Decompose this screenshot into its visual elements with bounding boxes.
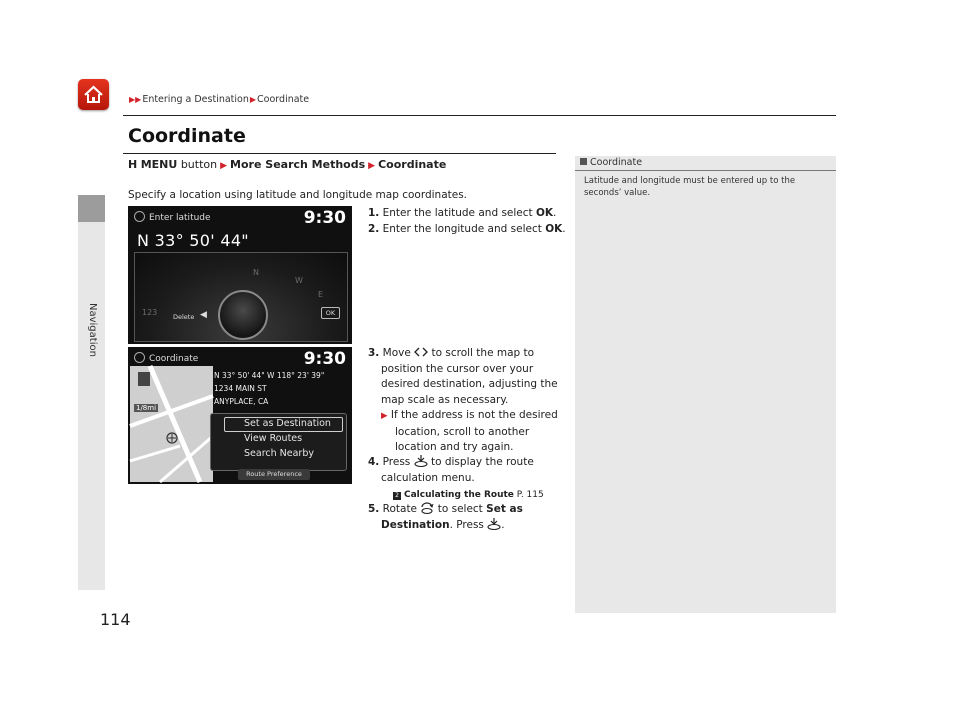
latitude-value: N 33° 50' 44": [137, 231, 249, 250]
intro-text: Specify a location using latitude and longitude map coordinates.: [128, 189, 468, 201]
step-5: 5. Rotate to select Set as Destination. Press .: [368, 503, 523, 531]
note-text: Latitude and longitude must be entered up to the seconds’ value.: [584, 176, 796, 198]
note-icon: [580, 158, 587, 165]
menu-path-item: More Search Methods: [230, 158, 366, 171]
map-scale: 1/8mi: [136, 404, 157, 412]
section-tab: [78, 195, 105, 222]
dial-letter: W: [295, 276, 303, 285]
home-icon: [78, 79, 109, 110]
note-title: Coordinate: [580, 157, 642, 168]
dial-letter: N: [253, 268, 259, 277]
map-distance: 4.9mi: [160, 490, 180, 498]
reference-icon: 2: [393, 492, 401, 500]
ok-button[interactable]: OK: [321, 307, 340, 319]
menu-path-button: button: [180, 158, 218, 171]
screenshot-enter-latitude: [128, 206, 352, 344]
interface-dial-press-icon: [414, 455, 428, 467]
coordinate-info: [214, 369, 324, 408]
screen-title: [134, 352, 198, 364]
menu-item-set-destination[interactable]: Set as Destination: [244, 418, 331, 429]
page-title: Coordinate: [128, 125, 246, 147]
header-divider: [123, 115, 836, 116]
dial-letter: 123: [142, 308, 158, 317]
screen-clock: 9:30: [303, 349, 346, 369]
route-preference-button[interactable]: Route Preference: [238, 469, 310, 480]
coordinate-text: N 33° 50' 44" W 118° 23' 39": [214, 371, 325, 380]
title-divider: [123, 153, 556, 154]
step-1: 1. Enter the latitude and select OK.: [368, 207, 557, 219]
h-icon: H: [128, 158, 138, 171]
breadcrumb-arrow-icon: ▶: [249, 95, 257, 104]
info-icon: [134, 211, 145, 222]
home-button[interactable]: [78, 79, 109, 110]
city-text: ANYPLACE, CA: [214, 397, 269, 406]
delete-label: Delete: [173, 313, 195, 321]
menu-arrow-icon: ▶: [368, 161, 376, 171]
menu-path-item: Coordinate: [378, 158, 447, 171]
note-panel: [575, 156, 836, 613]
interface-dial-press-icon: [487, 518, 501, 530]
screen-title: [134, 211, 211, 223]
step-4: 4. Press to display the route calculation menu. 2 Calculating the Route P. 115: [368, 455, 568, 504]
breadcrumb: [128, 94, 309, 105]
cross-reference[interactable]: 2 Calculating the Route P. 115: [368, 488, 568, 504]
interface-dial-rotate-icon: [420, 502, 434, 514]
sub-step-arrow-icon: ▶: [381, 411, 388, 421]
dial-letter: E: [318, 290, 324, 299]
menu-item-search-nearby[interactable]: Search Nearby: [244, 448, 314, 459]
section-label: Navigation: [87, 303, 98, 357]
breadcrumb-item[interactable]: Entering a Destination: [142, 94, 249, 105]
breadcrumb-item[interactable]: Coordinate: [257, 94, 310, 105]
interface-dial-knob[interactable]: [218, 290, 268, 340]
info-icon: [134, 352, 145, 363]
menu-path: [128, 158, 446, 171]
step-3: 3. Move to scroll the map to position the cursor over your desired destination, adjusting the map scale as necessary. ▶ If the address is not the desired location, scroll to another location and try again.: [368, 347, 558, 453]
delete-arrow-icon: ◀: [200, 310, 207, 320]
map-roads: [130, 366, 213, 482]
menu-arrow-icon: ▶: [220, 161, 228, 171]
screen-clock: 9:30: [303, 208, 346, 228]
map-view[interactable]: [130, 366, 213, 498]
screen-title-text: Enter latitude: [149, 213, 211, 223]
screen-title-text: Coordinate: [149, 354, 199, 364]
screenshot-coordinate: [128, 347, 352, 498]
menu-item-view-routes[interactable]: View Routes: [244, 433, 303, 444]
section-rail: [78, 222, 105, 590]
step-2: 2. Enter the longitude and select OK.: [368, 223, 566, 235]
page-number: 114: [100, 610, 131, 629]
menu-path-menu: MENU: [140, 158, 178, 171]
interface-dial-move-icon: [414, 346, 428, 358]
street-text: 1234 MAIN ST: [214, 384, 267, 393]
breadcrumb-arrow-icon: ▶▶: [129, 95, 142, 104]
